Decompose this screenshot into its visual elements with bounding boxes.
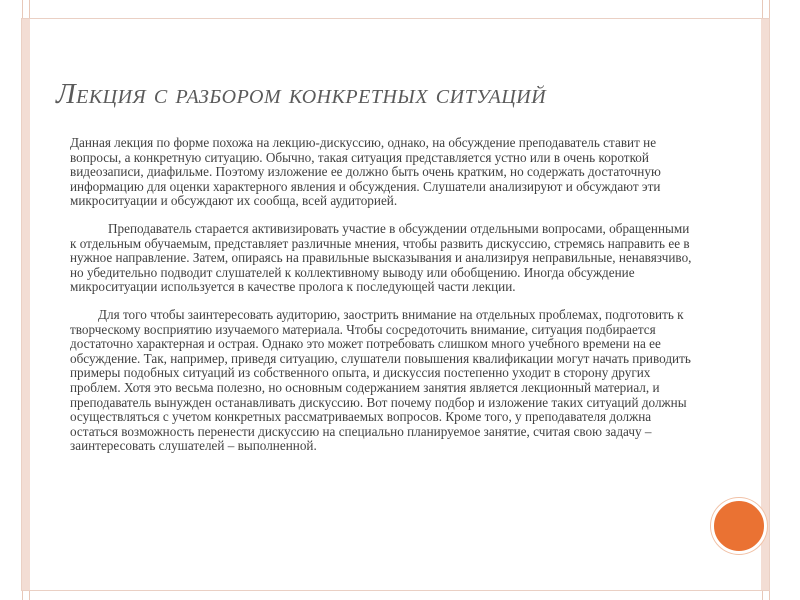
slide-title: Лекция с разбором конкретных ситуаций	[56, 78, 547, 110]
paragraph-text: Преподаватель старается активизировать участие в обсуждении отдельными вопросами, обращенными к отдельным обучаемым, представляет различные мнения, чтобы развить дискуссию, стремясь направить ее в нужное направление. Затем, опираясь на правильные высказывания и анализируя неправильные, ненавязчиво, но убедительно подводит слушателей к коллективному выводу или обобщению. Иногда обсуждение микроситуации используется в качестве пролога к последующей части лекции.	[70, 220, 692, 295]
bullet-paragraph-2	[48, 222, 698, 295]
bullet-paragraph-1	[48, 136, 698, 209]
slide-body	[48, 136, 698, 467]
paragraph-text: Данная лекция по форме похожа на лекцию-дискуссию, однако, на обсуждение преподаватель ставит не вопросы, а конкретную ситуацию. Обычно, такая ситуация представляется устно или в очень короткой видеозаписи, диафильме. Поэтому изложение ее должно быть очень кратким, но содержать достаточную информацию для оценки характерного явления и обсуждения. Слушатели анализируют и обсуждают эти микроситуации и обсуждают их сообща, всей аудиторией.	[70, 135, 661, 209]
bullet-paragraph-3	[48, 308, 698, 454]
paragraph-text: Для того чтобы заинтересовать аудиторию, заострить внимание на отдельных проблемах, подготовить к творческому восприятию изучаемого материала. Чтобы сосредоточить внимание, ситуация подбирается достаточно характерная и острая. Однако это может потребовать слишком много учебного времени на ее обсуждение. Так, например, приведя ситуацию, слушатели повышения квалификации могут начать приводить примеры подобных ситуаций из собственного опыта, и дискуссия постепенно уходит в сторону других проблем. Хотя это весьма полезно, но основным содержанием занятия является лекционный материал, и преподаватель вынужден останавливать дискуссию. Вот почему подбор и изложение таких ситуаций должны осуществляться с учетом конкретных рассматриваемых вопросов. Кроме того, у преподавателя должна остаться возможность перенести дискуссию на специально планируемое занятие, считая свою задачу – заинтересовать слушателей – выполненной.	[70, 306, 691, 454]
orange-circle-decoration	[711, 498, 767, 554]
